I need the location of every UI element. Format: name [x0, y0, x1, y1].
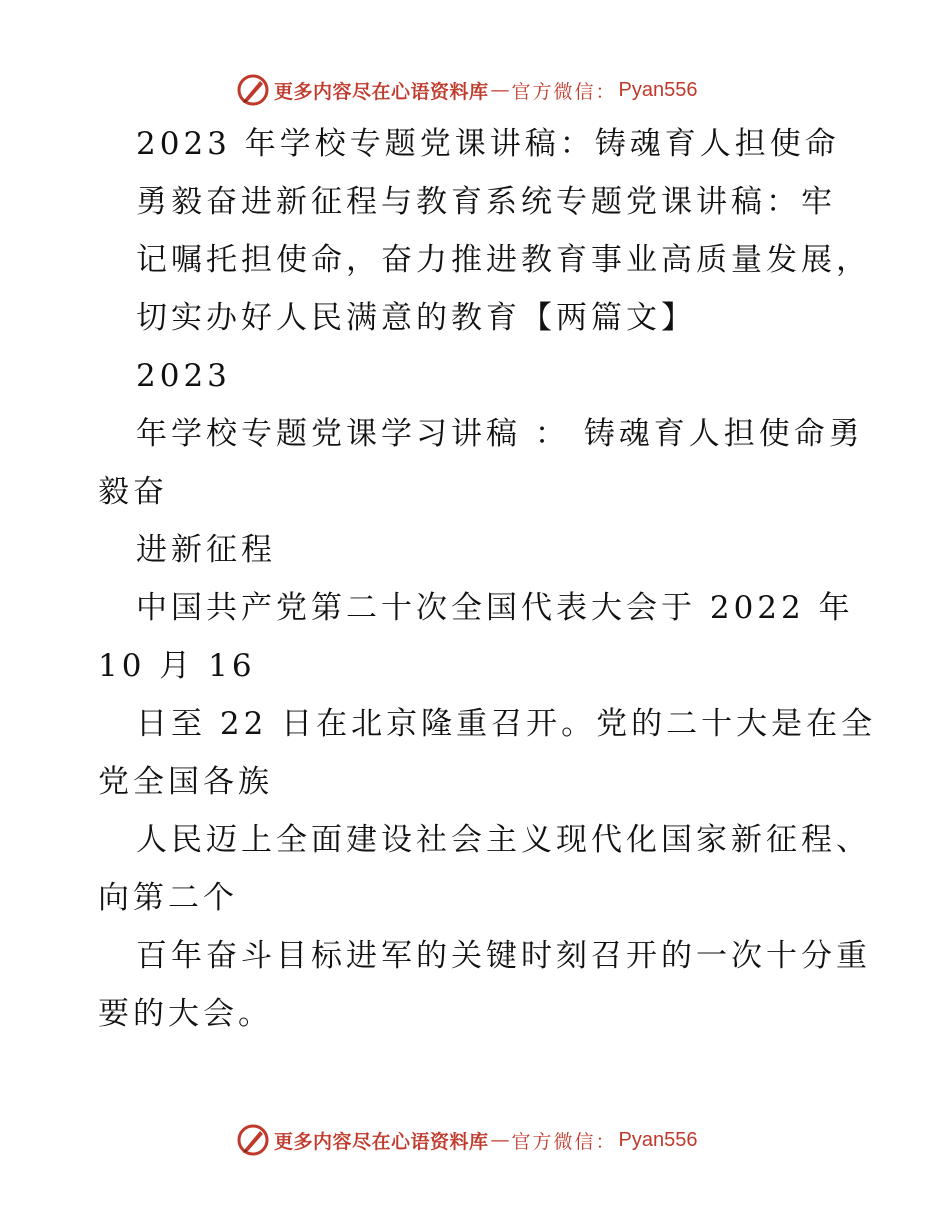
text-line: 日至 22 日在北京隆重召开。党的二十大是在全 [136, 706, 877, 742]
watermark-label: 官方微信： [511, 80, 617, 103]
text-line: 10 月 16 [98, 648, 256, 684]
watermark-brand: 更多内容尽在心语资料库 [274, 80, 489, 103]
text-line: 勇毅奋进新征程与教育系统专题党课讲稿：牢 [136, 184, 836, 220]
text-line: 百年奋斗目标进军的关键时刻召开的一次十分重 [136, 938, 871, 974]
text-line: 向第二个 [98, 880, 238, 916]
watermark-label: 官方微信： [511, 1130, 617, 1153]
text-line: 党全国各族 [98, 764, 273, 800]
footer-watermark [236, 1122, 698, 1158]
header-watermark [236, 72, 698, 108]
text-line: 毅奋 [98, 474, 168, 510]
pen-logo-icon [236, 73, 270, 107]
text-line: 进新征程 [136, 532, 276, 568]
text-line: 中国共产党第二十次全国代表大会于 2022 年 [136, 590, 854, 626]
text-line: 记嘱托担使命，奋力推进教育事业高质量发展， [136, 242, 871, 278]
text-line: 要的大会。 [98, 996, 273, 1032]
text-line: 切实办好人民满意的教育【两篇文】 [136, 300, 696, 336]
watermark-wechat-id: Pyan556 [618, 78, 698, 101]
pen-logo-icon [236, 1123, 270, 1157]
watermark-wechat-id: Pyan556 [618, 1128, 698, 1151]
watermark-brand: 更多内容尽在心语资料库 [274, 1130, 489, 1153]
text-line: 2023 [136, 358, 231, 394]
text-line: 年学校专题党课学习讲稿 ： 铸魂育人担使命勇 [136, 416, 864, 452]
watermark-dash: — [490, 1129, 510, 1151]
text-line: 2023 年学校专题党课讲稿：铸魂育人担使命 [136, 126, 840, 162]
text-line: 人民迈上全面建设社会主义现代化国家新征程、 [136, 822, 871, 858]
watermark-dash: — [490, 79, 510, 101]
